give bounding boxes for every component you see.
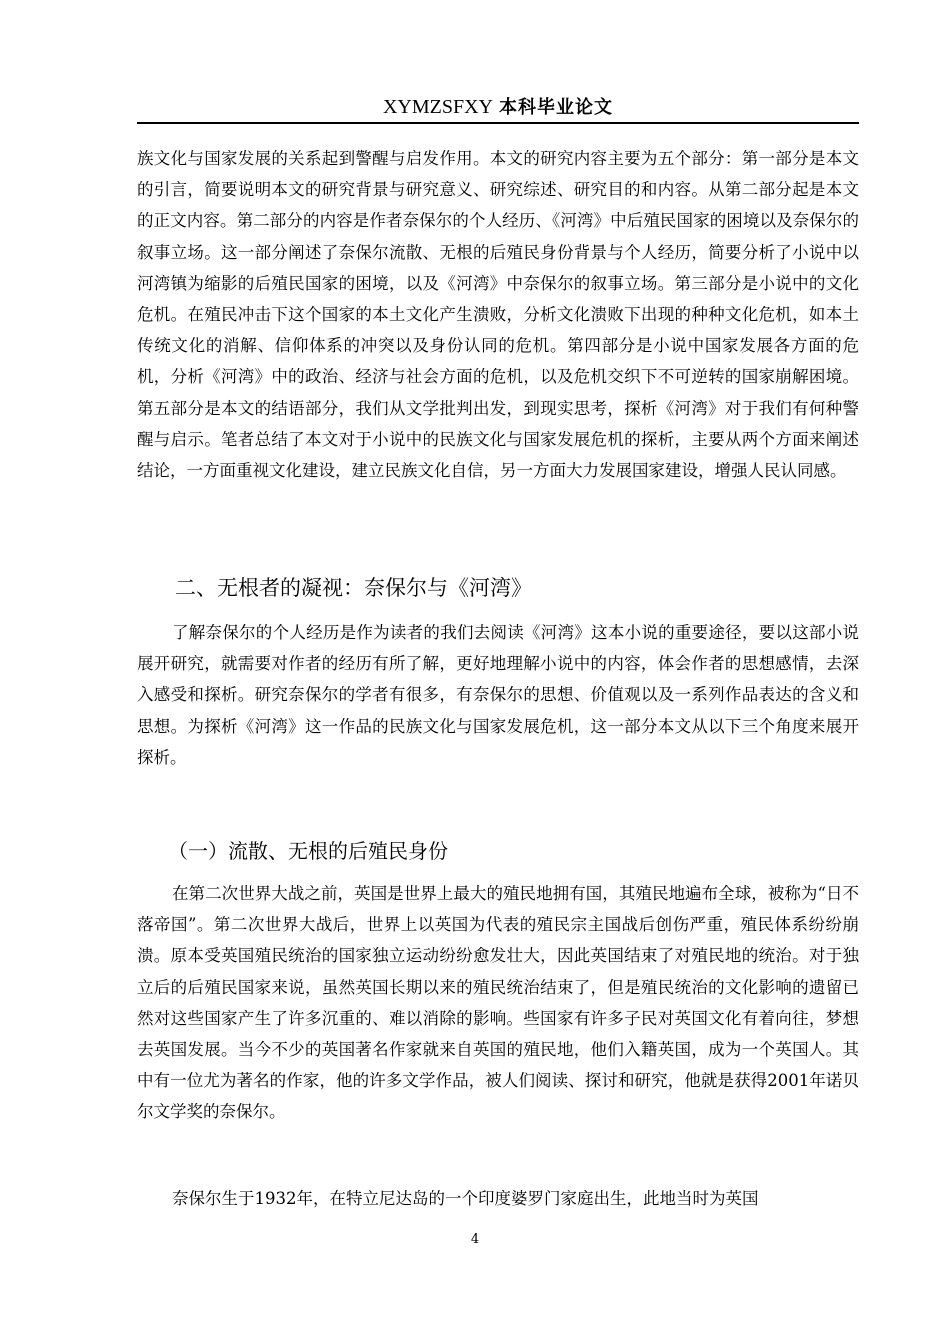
page-header <box>137 94 859 121</box>
paragraph-naipaul-birth: 奈保尔生于1932年，在特立尼达岛的一个印度婆罗门家庭出生，此地当时为英国 <box>172 1189 759 1208</box>
paragraph-intro-continued: 族文化与国家发展的关系起到警醒与启发作用。本文的研究内容主要为五个部分：第一部分是本文的引言，简要说明本文的研究背景与研究意义、研究综述、研究目的和内容。从第二部分起是本文的正文内容。第二部分的内容是作者奈保尔的个人经历、《河湾》中后殖民国家的困境以及奈保尔的叙事立场。这一部分阐述了奈保尔流散、无根的后殖民身份背景与个人经历，简要分析了小说中以河湾镇为缩影的后殖民国家的困境，以及《河湾》中奈保尔的叙事立场。第三部分是小说中的文化危机。在殖民冲击下这个国家的本土文化产生溃败，分析文化溃败下出现的种种文化危机，如本土传统文化的消解、信仰体系的冲突以及身份认同的危机。第四部分是小说中国家发展各方面的危机，分析《河湾》中的政治、经济与社会方面的危机，以及危机交织下不可逆转的国家崩解困境。第五部分是本文的结语部分，我们从文学批判出发，到现实思考，探析《河湾》对于我们有何种警醒与启示。笔者总结了本文对于小说中的民族文化与国家发展危机的探析，主要从两个方面来阐述结论，一方面重视文化建设，建立民族文化自信，另一方面大力发展国家建设，增强人民认同感。 <box>137 149 859 481</box>
header-rule <box>137 122 859 124</box>
paragraph-postcolonial-background: 在第二次世界大战之前，英国是世界上最大的殖民地拥有国，其殖民地遍布全球，被称为“日不落帝国”。第二次世界大战后，世界上以英国为代表的殖民宗主国战后创伤严重，殖民体系纷纷崩溃。原本受英国殖民统治的国家独立运动纷纷愈发壮大，因此英国结束了对殖民地的统治。对于独立后的后殖民国家来说，虽然英国长期以来的殖民统治结束了，但是殖民统治的文化影响的遗留已然对这些国家产生了许多沉重的、难以消除的影响。些国家有许多子民对英国文化有着向往，梦想去英国发展。当今不少的英国著名作家就来自英国的殖民地，他们入籍英国，成为一个英国人。其中有一位尤为著名的作家，他的许多文学作品，被人们阅读、探讨和研究，他就是获得2001年诺贝尔文学奖的奈保尔。 <box>137 884 859 1122</box>
page-number: 4 <box>470 1232 480 1247</box>
paragraph-section2-intro: 了解奈保尔的个人经历是作为读者的我们去阅读《河湾》这本小说的重要途径，要以这部小说展开研究，就需要对作者的经历有所了解，更好地理解小说中的内容，体会作者的思想感情，去深入感受和探析。研究奈保尔的学者有很多，有奈保尔的思想、价值观以及一系列作品表达的含义和思想。为探析《河湾》这一作品的民族文化与国家发展危机，这一部分本文从以下三个角度来展开探析。 <box>137 623 859 767</box>
subsection-heading-1: （一）流散、无根的后殖民身份 <box>168 839 448 863</box>
header-title: 本科毕业论文 <box>499 97 614 118</box>
header-code: XYMZSFXY <box>382 96 493 118</box>
section-heading-2: 二、无根者的凝视：奈保尔与《河湾》 <box>175 576 532 600</box>
